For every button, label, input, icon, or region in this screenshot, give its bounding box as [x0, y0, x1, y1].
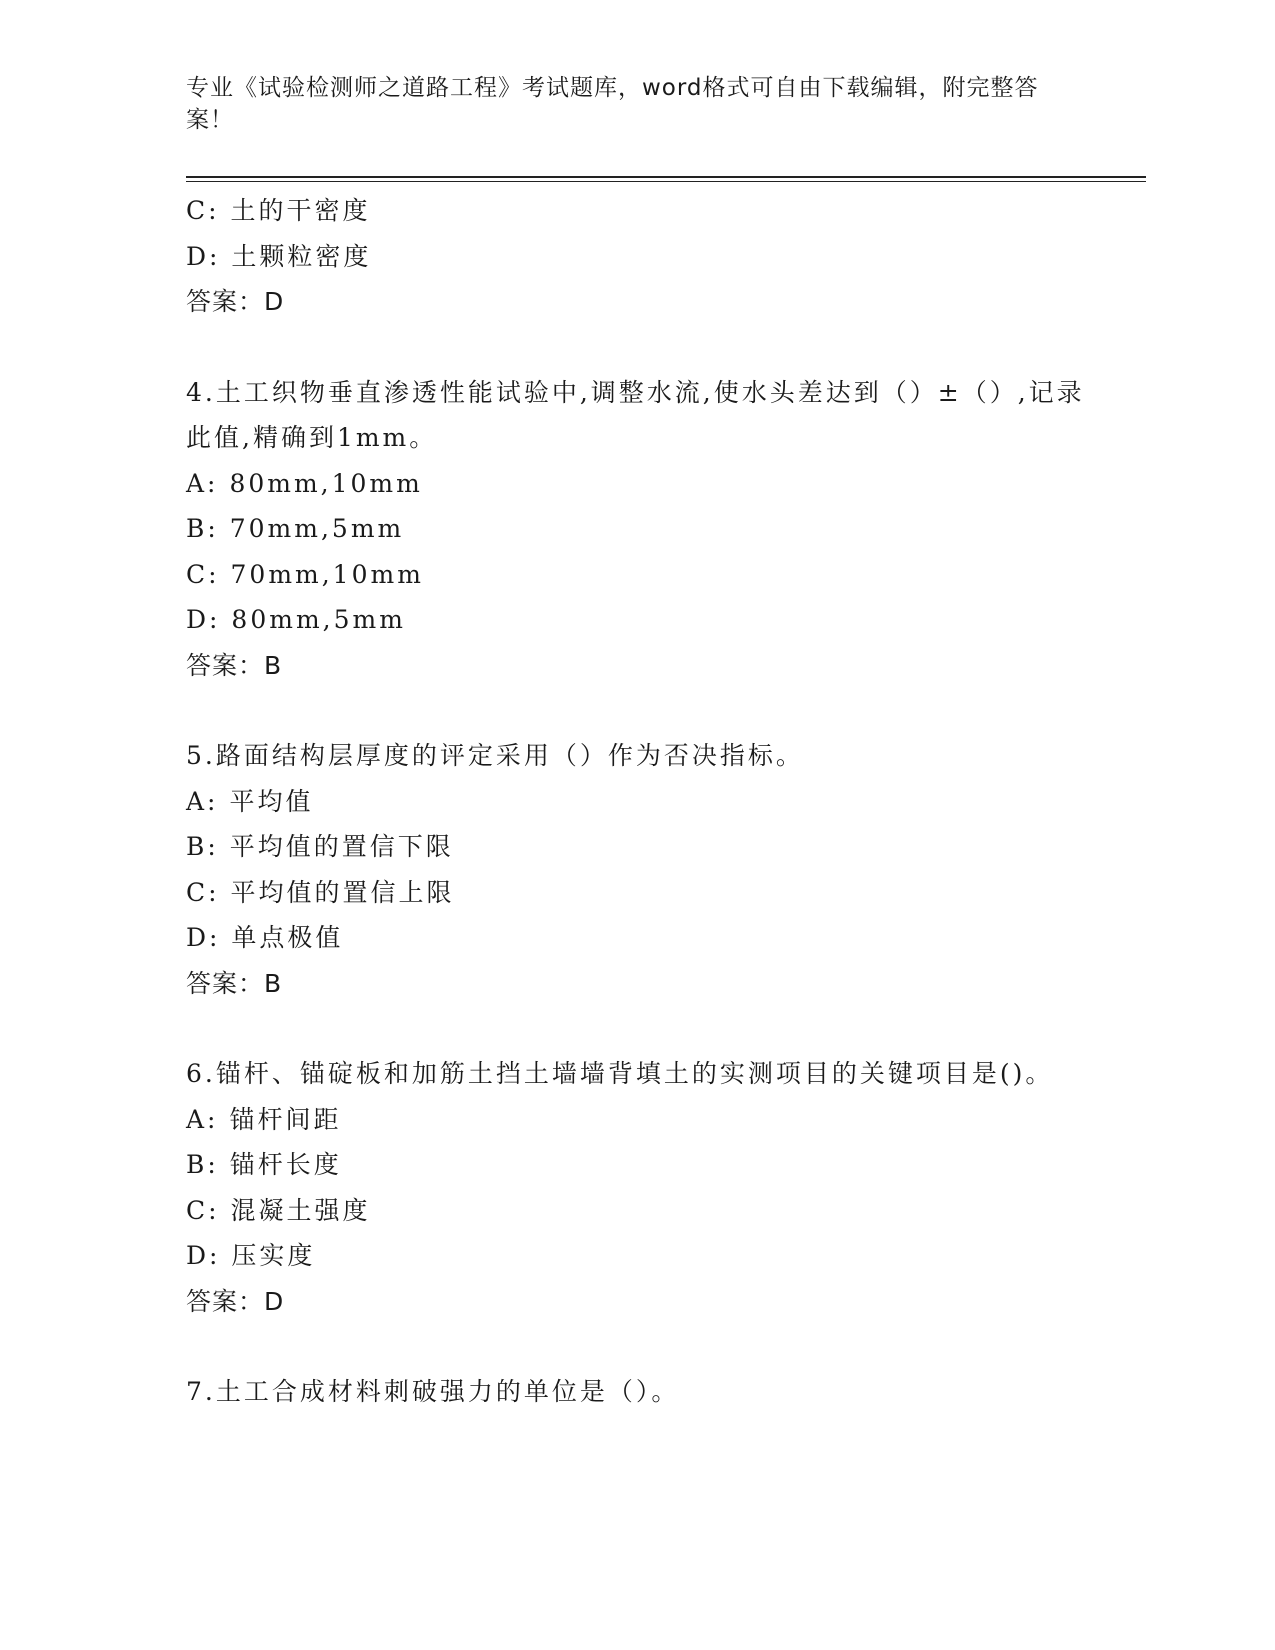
option-label: B:: [186, 1150, 219, 1179]
option-label: C:: [186, 1195, 220, 1225]
question-5: [186, 733, 1086, 1006]
option-label: A:: [186, 468, 219, 498]
option-label: C:: [186, 196, 220, 225]
option-text: 锚杆间距: [229, 1104, 342, 1134]
option-d: [186, 597, 1086, 643]
option-c: [186, 188, 1086, 234]
option-d: [186, 915, 1086, 961]
question-content: [186, 188, 1086, 1415]
option-c: [186, 552, 1086, 598]
option-text: 单点极值: [231, 923, 344, 952]
option-text: 70mm,5mm: [229, 514, 405, 543]
option-a: [186, 779, 1086, 825]
option-label: C:: [186, 559, 220, 589]
option-label: A:: [186, 1104, 219, 1134]
option-text: 平均值的置信上限: [230, 877, 455, 907]
option-c: [186, 870, 1086, 916]
option-text: 土颗粒密度: [231, 241, 372, 271]
question-7: [186, 1369, 1086, 1415]
option-text: 混凝土强度: [230, 1195, 371, 1225]
option-text: 压实度: [231, 1241, 316, 1270]
question-title: 7.土工合成材料刺破强力的单位是（）。: [186, 1377, 680, 1406]
answer: 答案：B: [186, 650, 283, 680]
option-text: 70mm,10mm: [230, 559, 424, 589]
question-6: [186, 1051, 1086, 1324]
option-c: [186, 1188, 1086, 1234]
option-label: D:: [186, 241, 221, 271]
question-title: 6.锚杆、锚碇板和加筋土挡土墙墙背填土的实测项目的关键项目是()。: [186, 1059, 1054, 1088]
option-text: 锚杆长度: [229, 1150, 342, 1179]
option-text: 平均值: [229, 786, 314, 816]
answer: 答案：D: [186, 287, 285, 316]
option-d: [186, 234, 1086, 280]
option-b: [186, 824, 1086, 870]
option-a: [186, 461, 1086, 507]
header-rule-top: [186, 176, 1146, 178]
option-text: 平均值的置信下限: [229, 832, 454, 861]
option-b: [186, 1142, 1086, 1188]
option-label: B:: [186, 514, 219, 543]
option-label: A:: [186, 786, 219, 816]
option-label: B:: [186, 832, 219, 861]
option-text: 80mm,10mm: [229, 468, 423, 498]
answer: 答案：D: [186, 1286, 285, 1316]
option-text: 80mm,5mm: [231, 605, 406, 634]
document-header: 专业《试验检测师之道路工程》考试题库，word格式可自由下载编辑，附完整答案！: [186, 75, 1039, 133]
question-4: [186, 370, 1086, 689]
question-3-continued: [186, 188, 1086, 325]
option-label: D:: [186, 605, 221, 634]
option-a: [186, 1097, 1086, 1143]
option-label: C:: [186, 877, 220, 907]
option-d: [186, 1233, 1086, 1279]
question-title: 5.路面结构层厚度的评定采用（）作为否决指标。: [186, 741, 804, 770]
option-text: 土的干密度: [230, 196, 371, 225]
header-rule-bottom: [186, 181, 1146, 182]
question-title: 4.土工织物垂直渗透性能试验中,调整水流,使水头差达到（）±（）,记录此值,精确到1mm。: [186, 377, 1085, 452]
option-b: [186, 506, 1086, 552]
answer: 答案：B: [186, 968, 283, 998]
option-label: D:: [186, 923, 221, 952]
option-label: D:: [186, 1241, 221, 1270]
